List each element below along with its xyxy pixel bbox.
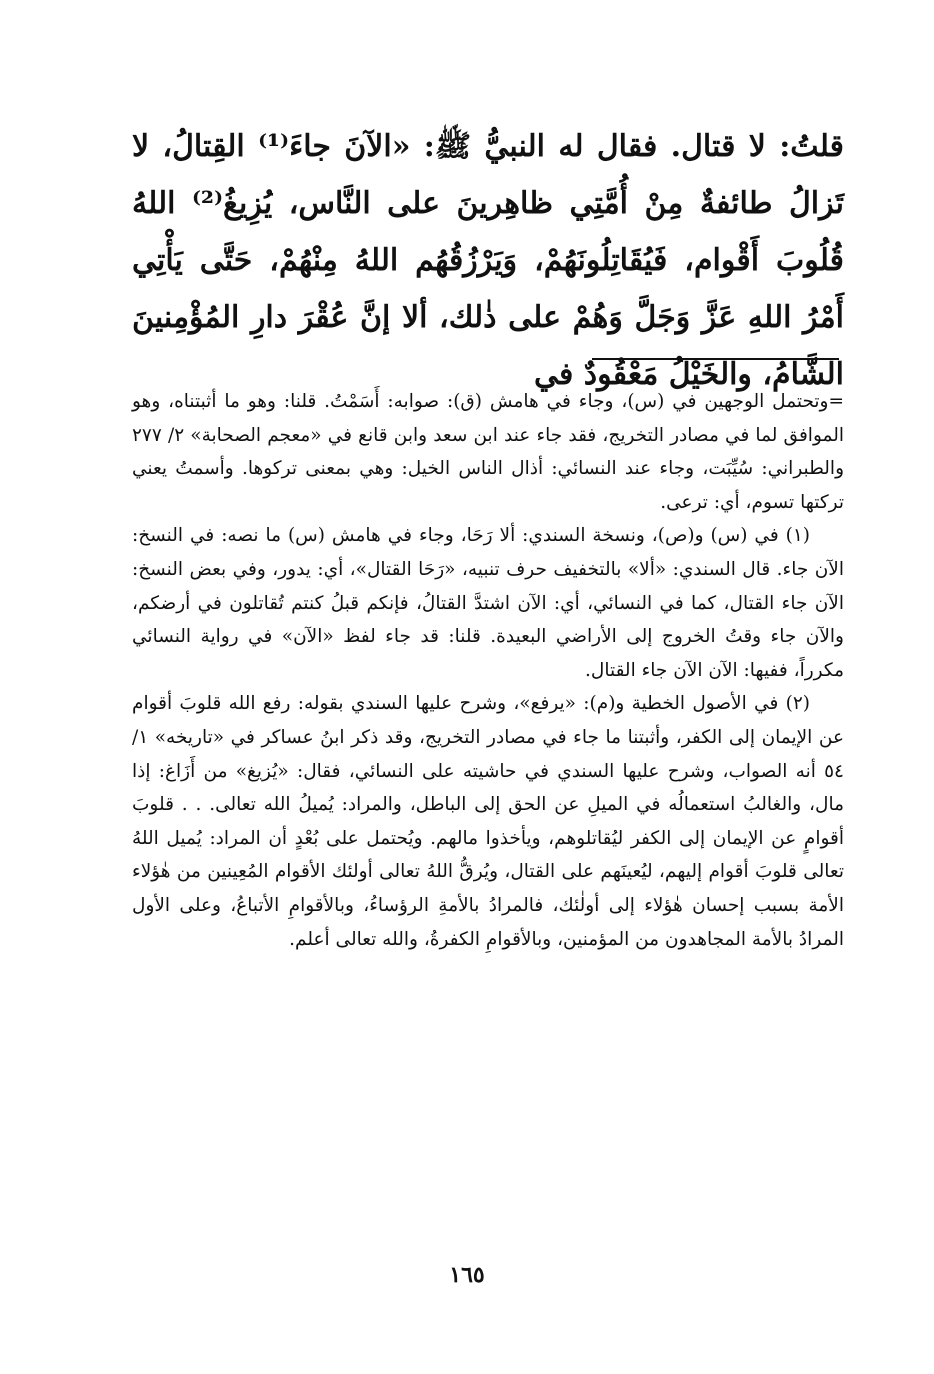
footnote-divider xyxy=(592,358,839,360)
footnote-continuation: =وتحتمل الوجهين في (س)، وجاء في هامش (ق): صوابه: أَسَمْتُ. قلنا: وهو ما أثبتناه، وهو الموافق لما في مصادر التخريج، فقد جاء عند ابن سعد وابن قانع في «معجم الصحابة» ٢/ ٢٧٧ والطبراني: سُيِّبَت، وجاء عند النسائي: أذال الناس الخيل: وهي بمعنى تركوها. وأسمتُ يعني تركتها تسوم، أي: ترعى. xyxy=(132,391,844,513)
footnotes-block xyxy=(132,385,844,956)
footnote-1: (١) في (س) و(ص)، ونسخة السندي: ألا رَحَا، وجاء في هامش (س) ما نصه: في النسخ: الآن جاء. قال السندي: «ألا» بالتخفيف حرف تنبيه، «رَحَا القتال»، أي: يدور، وفي بعض النسخ: الآن جاء القتال، كما في النسائي، أي: الآن اشتدَّ القتالُ، فإنكم قبلُ كنتم تُقاتلون في أرضكم، والآن جاء وقتُ الخروج إلى الأراضي البعيدة. قلنا: قد جاء لفظ «الآن» في رواية النسائي مكرراً، ففيها: الآن الآن جاء القتال. xyxy=(132,525,844,681)
footnote-2: (٢) في الأصول الخطية و(م): «يرفع»، وشرح عليها السندي بقوله: رفع الله قلوبَ أقوام عن الإيمان إلى الكفر، وأثبتنا ما جاء في مصادر التخريج، وقد ذكر ابنُ عساكر في «تاريخه» ١/ ٥٤ أنه الصواب، وشرح عليها السندي في حاشيته على النسائي، فقال: «يُزيغ» من أَزَاغ: إذا مال، والغالبُ استعمالُه في الميلِ عن الحق إلى الباطل، والمراد: يُميلُ الله تعالى. . . قلوبَ أقوامٍ عن الإيمان إلى الكفر ليُقاتلوهم، ويأخذوا مالهم. ويُحتمل على بُعْدٍ أن المراد: يُميل اللهُ تعالى قلوبَ أقوام إليهم، ليُعينَهم على القتال، ويُرقُّ اللهُ تعالى أولئك الأقوام المُعِينين من هٰؤلاء الأمة بسبب إحسان هٰؤلاء إلى أولٰئك، فالمرادُ بالأمةِ الرؤساءُ، وبالأقوامِ الأتباعُ، وعلى الأول المرادُ بالأمة المجاهدون من المؤمنين، وبالأقوامِ الكفرةُ، والله تعالى أعلم. xyxy=(132,693,844,950)
main-text-block xyxy=(132,118,844,403)
page-number: ١٦٥ xyxy=(449,1262,485,1288)
main-paragraph: قلتُ: لا قتال. فقال له النبيُّ ﷺ: «الآنَ جاءَ⁽¹⁾ القِتالُ، لا تَزالُ طائفةٌ مِنْ أُمَّتِي ظاهِرينَ على النَّاس، يُزِيغُ⁽²⁾ اللهُ قُلُوبَ أَقْوام، فَيُقَاتِلُونَهُمْ، وَيَرْزُقُهُم اللهُ مِنْهُمْ، حَتَّى يَأْتِي أَمْرُ اللهِ عَزَّ وَجَلَّ وَهُمْ على ذٰلك، ألا إنَّ عُقْرَ دارِ المُؤْمِنينَ الشَّامُ، والخَيْلُ مَعْقُودٌ في xyxy=(132,129,845,392)
